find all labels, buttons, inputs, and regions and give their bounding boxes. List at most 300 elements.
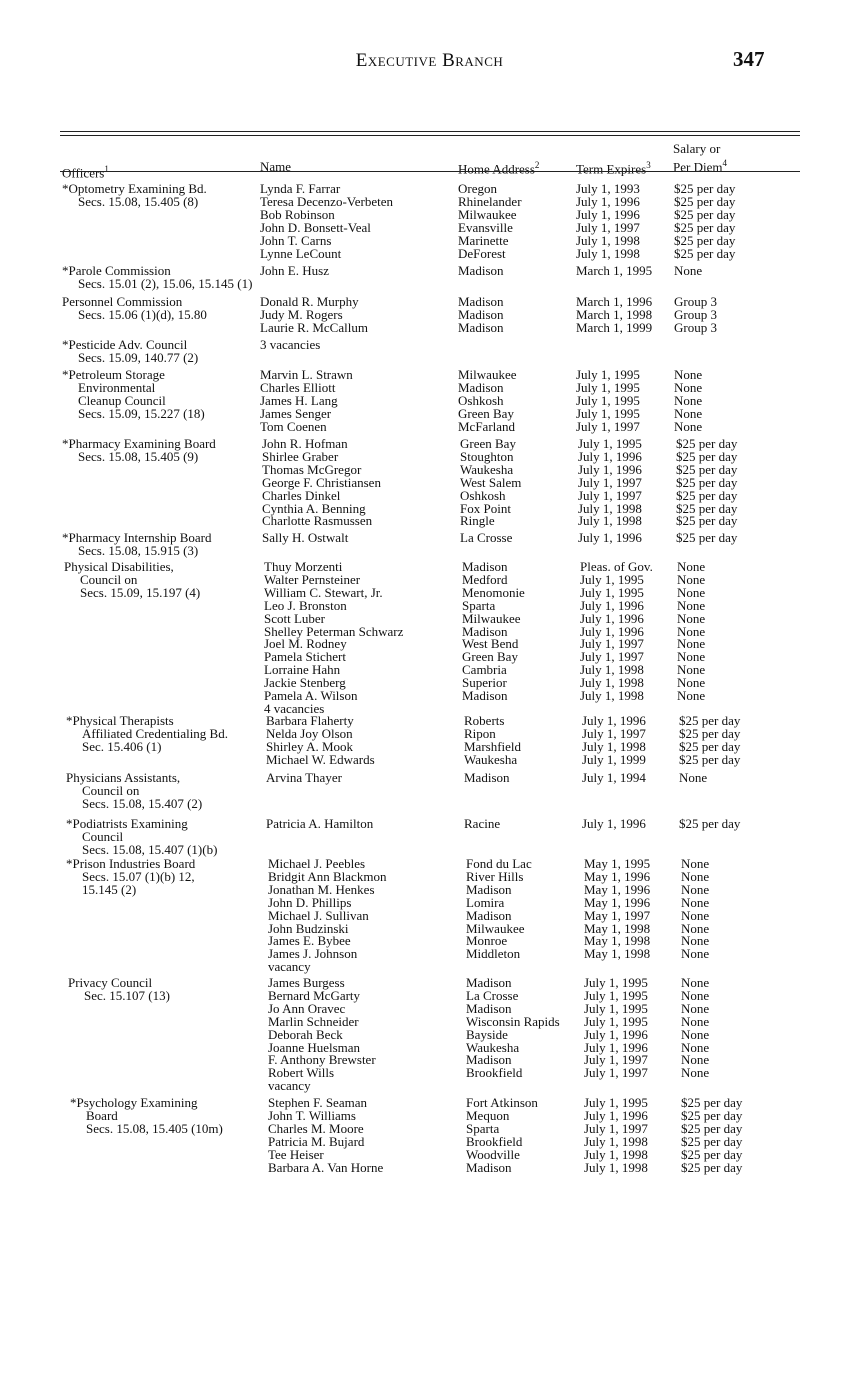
top-rule bbox=[60, 131, 800, 132]
member-name: Michael W. Edwards bbox=[266, 751, 375, 767]
member-term: July 1, 1998 bbox=[584, 1133, 648, 1149]
col-officers-label: Officers bbox=[62, 165, 105, 181]
member-address: Milwaukee bbox=[458, 206, 517, 222]
col-home-address-label: Home Address bbox=[458, 161, 535, 177]
member-salary: None bbox=[681, 1000, 710, 1016]
officer-title: Physical Disabilities, bbox=[64, 559, 174, 574]
member-address: Bayside bbox=[466, 1026, 508, 1042]
member-name: Lorraine Hahn bbox=[264, 662, 341, 678]
member-term: July 1, 1996 bbox=[584, 1039, 648, 1055]
member-name: Charlotte Rasmussen bbox=[262, 513, 373, 529]
officer-title: *Psychology Examining bbox=[70, 1095, 198, 1110]
member-address: Evansville bbox=[458, 219, 513, 235]
officer-title: Personnel Commission bbox=[62, 294, 183, 309]
member-salary: None bbox=[681, 920, 710, 936]
header-rule bbox=[60, 171, 800, 172]
member-term: July 1, 1996 bbox=[584, 1107, 648, 1123]
member-name: Michael J. Peebles bbox=[268, 856, 366, 871]
member-name: John Budzinski bbox=[268, 920, 349, 936]
col-salary-note: 4 bbox=[722, 158, 727, 168]
member-term: July 1, 1995 bbox=[584, 1095, 648, 1110]
member-salary: None bbox=[679, 770, 708, 785]
member-name: Shirley A. Mook bbox=[266, 738, 354, 754]
member-term: May 1, 1998 bbox=[584, 933, 651, 949]
officer-title: Physicians Assistants, bbox=[66, 770, 181, 785]
member-salary: Group 3 bbox=[674, 294, 717, 309]
officer-title: Privacy Council bbox=[68, 975, 153, 990]
member-salary: $25 per day bbox=[679, 816, 741, 831]
member-address: Madison bbox=[466, 975, 512, 990]
member-name: James E. Bybee bbox=[268, 933, 351, 949]
member-name: vacancy bbox=[268, 1078, 311, 1094]
member-salary: None bbox=[681, 987, 710, 1003]
member-term: July 1, 1996 bbox=[580, 623, 644, 639]
member-address: Rhinelander bbox=[458, 193, 522, 209]
member-salary: None bbox=[677, 584, 706, 600]
member-name: Donald R. Murphy bbox=[260, 294, 359, 309]
member-salary: None bbox=[677, 597, 706, 613]
member-address: Green Bay bbox=[462, 649, 518, 665]
officer-title: *Pesticide Adv. Council bbox=[62, 337, 188, 352]
member-name: Michael J. Sullivan bbox=[268, 907, 369, 923]
member-term: July 1, 1995 bbox=[576, 405, 640, 421]
member-salary: $25 per day bbox=[679, 713, 741, 728]
member-term: July 1, 1998 bbox=[584, 1159, 648, 1175]
member-term: July 1, 1993 bbox=[576, 181, 640, 196]
officer-title: *Pharmacy Internship Board bbox=[62, 530, 212, 545]
member-term: July 1, 1996 bbox=[576, 206, 640, 222]
member-term: July 1, 1996 bbox=[582, 816, 646, 831]
member-term: July 1, 1998 bbox=[580, 688, 644, 703]
member-term: July 1, 1998 bbox=[580, 662, 644, 678]
col-salary-label: Per Diem bbox=[673, 159, 723, 175]
member-term: July 1, 1997 bbox=[584, 1065, 648, 1081]
member-name: Tom Coenen bbox=[260, 418, 327, 434]
member-address: Madison bbox=[462, 559, 508, 574]
member-address: Fort Atkinson bbox=[466, 1095, 538, 1110]
member-name: Shelley Peterman Schwarz bbox=[264, 623, 404, 639]
col-officers-note: 1 bbox=[104, 164, 109, 174]
member-salary: $25 per day bbox=[679, 751, 741, 767]
member-name: John D. Phillips bbox=[268, 894, 352, 910]
member-name: Bernard McGarty bbox=[268, 987, 361, 1003]
member-name: Stephen F. Seaman bbox=[268, 1095, 367, 1110]
member-term: Pleas. of Gov. bbox=[580, 559, 653, 574]
member-name: F. Anthony Brewster bbox=[268, 1052, 376, 1068]
officer-detail: 15.145 (2) bbox=[82, 881, 137, 897]
member-name: Charles Elliott bbox=[260, 379, 336, 395]
member-name: Arvina Thayer bbox=[266, 770, 342, 785]
member-salary: None bbox=[677, 559, 706, 574]
member-address: Oshkosh bbox=[460, 487, 506, 503]
col-salary-line1: Salary or bbox=[673, 141, 721, 156]
member-salary: None bbox=[674, 392, 703, 408]
member-term: July 1, 1994 bbox=[582, 770, 646, 785]
member-address: Madison bbox=[464, 770, 510, 785]
officer-detail: Secs. 15.07 (1)(b) 12, bbox=[82, 868, 195, 884]
member-term: July 1, 1997 bbox=[576, 418, 640, 434]
member-term: July 1, 1998 bbox=[576, 232, 640, 248]
member-term: July 1, 1998 bbox=[580, 675, 644, 691]
member-name: Judy M. Rogers bbox=[260, 306, 343, 322]
page-number: 347 bbox=[733, 47, 765, 71]
member-salary: None bbox=[674, 379, 703, 395]
member-address: Racine bbox=[464, 816, 501, 831]
member-term: May 1, 1996 bbox=[584, 894, 651, 910]
member-name: Nelda Joy Olson bbox=[266, 725, 353, 741]
member-address: Milwaukee bbox=[462, 610, 521, 626]
member-term: July 1, 1995 bbox=[584, 1000, 648, 1016]
member-name: Tee Heiser bbox=[268, 1146, 324, 1162]
officer-title: *Petroleum Storage bbox=[62, 367, 165, 382]
officer-title: *Parole Commission bbox=[62, 263, 171, 278]
officer-detail: Board bbox=[86, 1107, 118, 1123]
member-name: Marvin L. Strawn bbox=[260, 367, 353, 382]
member-name: 3 vacancies bbox=[260, 337, 321, 352]
member-term: July 1, 1995 bbox=[578, 436, 642, 451]
member-address: River Hills bbox=[466, 868, 524, 884]
member-term: July 1, 1998 bbox=[578, 513, 642, 529]
member-address: Madison bbox=[462, 623, 508, 639]
member-term: July 1, 1995 bbox=[576, 367, 640, 382]
officer-detail: Secs. 15.08, 15.405 (8) bbox=[78, 193, 199, 209]
member-salary: $25 per day bbox=[676, 461, 738, 477]
officer-detail: Secs. 15.09, 15.227 (18) bbox=[78, 405, 205, 421]
member-salary: $25 per day bbox=[681, 1095, 743, 1110]
member-term: July 1, 1998 bbox=[576, 245, 640, 261]
member-name: Joanne Huelsman bbox=[268, 1039, 361, 1055]
member-address: Woodville bbox=[466, 1146, 520, 1162]
member-salary: $25 per day bbox=[676, 436, 738, 451]
top-rule-second bbox=[60, 135, 800, 136]
member-term: July 1, 1997 bbox=[580, 649, 644, 665]
col-salary bbox=[673, 142, 727, 174]
member-term: July 1, 1995 bbox=[584, 1013, 648, 1029]
member-name: John E. Husz bbox=[260, 263, 329, 278]
officer-detail: Council on bbox=[80, 571, 138, 587]
member-address: Monroe bbox=[466, 933, 508, 949]
member-salary: None bbox=[681, 868, 710, 884]
member-salary: $25 per day bbox=[681, 1159, 743, 1175]
member-name: Robert Wills bbox=[268, 1065, 335, 1081]
member-salary: $25 per day bbox=[681, 1146, 743, 1162]
member-name: James J. Johnson bbox=[268, 946, 358, 962]
member-term: July 1, 1996 bbox=[580, 597, 644, 613]
member-name: Bob Robinson bbox=[260, 206, 335, 222]
officer-detail: Secs. 15.09, 15.197 (4) bbox=[80, 584, 201, 600]
member-address: Roberts bbox=[464, 713, 505, 728]
member-salary: $25 per day bbox=[674, 232, 736, 248]
col-home-address-note: 2 bbox=[534, 160, 540, 170]
member-term: July 1, 1997 bbox=[584, 1052, 648, 1068]
member-address: Oregon bbox=[458, 181, 497, 196]
member-salary: $25 per day bbox=[674, 181, 736, 196]
member-name: Barbara Flaherty bbox=[266, 713, 354, 728]
member-address: West Bend bbox=[462, 636, 519, 652]
officer-detail: Cleanup Council bbox=[78, 392, 166, 408]
member-address: Madison bbox=[466, 881, 512, 897]
member-name: Deborah Beck bbox=[268, 1026, 343, 1042]
member-term: July 1, 1997 bbox=[582, 725, 646, 741]
member-term: July 1, 1998 bbox=[584, 1146, 648, 1162]
member-salary: $25 per day bbox=[674, 245, 736, 261]
member-salary: None bbox=[674, 418, 703, 434]
member-name: Jonathan M. Henkes bbox=[268, 881, 375, 897]
member-address: Fox Point bbox=[460, 500, 511, 516]
member-term: March 1, 1995 bbox=[576, 263, 653, 278]
member-term: July 1, 1998 bbox=[582, 738, 646, 754]
member-salary: None bbox=[677, 662, 706, 678]
member-address: Marinette bbox=[458, 232, 509, 248]
member-address: Mequon bbox=[466, 1107, 510, 1123]
member-address: Waukesha bbox=[466, 1039, 520, 1055]
member-term: May 1, 1997 bbox=[584, 907, 651, 923]
member-name: John D. Bonsett-Veal bbox=[260, 219, 371, 235]
col-term-expires-note: 3 bbox=[646, 160, 651, 170]
member-address: Lomira bbox=[466, 894, 505, 910]
member-term: May 1, 1998 bbox=[584, 920, 651, 936]
member-salary: $25 per day bbox=[676, 530, 738, 545]
member-address: Brookfield bbox=[466, 1065, 523, 1081]
member-term: May 1, 1996 bbox=[584, 881, 651, 897]
member-address: McFarland bbox=[458, 418, 516, 434]
member-address: Madison bbox=[466, 1052, 512, 1068]
member-salary: None bbox=[681, 856, 710, 871]
officer-detail: Council bbox=[82, 828, 124, 844]
member-name: Scott Luber bbox=[264, 610, 326, 626]
member-address: Madison bbox=[458, 319, 504, 335]
member-address: La Crosse bbox=[460, 530, 513, 545]
member-name: Barbara A. Van Horne bbox=[268, 1159, 384, 1175]
member-name: Teresa Decenzo-Verbeten bbox=[260, 193, 393, 209]
member-term: July 1, 1996 bbox=[578, 448, 642, 464]
member-address: Madison bbox=[466, 1000, 512, 1016]
member-name: Patricia A. Hamilton bbox=[266, 816, 374, 831]
member-salary: $25 per day bbox=[674, 219, 736, 235]
col-term-expires bbox=[576, 158, 651, 176]
member-salary: $25 per day bbox=[679, 725, 741, 741]
officer-detail: Secs. 15.06 (1)(d), 15.80 bbox=[78, 306, 207, 322]
member-term: May 1, 1996 bbox=[584, 868, 651, 884]
member-address: Medford bbox=[462, 571, 508, 587]
member-address: Green Bay bbox=[458, 405, 514, 421]
member-address: Waukesha bbox=[464, 751, 518, 767]
member-address: Milwaukee bbox=[466, 920, 525, 936]
member-term: July 1, 1996 bbox=[582, 713, 646, 728]
member-address: DeForest bbox=[458, 245, 506, 261]
member-term: July 1, 1997 bbox=[580, 636, 644, 652]
member-name: Charles M. Moore bbox=[268, 1120, 364, 1136]
member-name: George F. Christiansen bbox=[262, 474, 381, 490]
member-name: vacancy bbox=[268, 959, 311, 975]
member-salary: None bbox=[677, 610, 706, 626]
member-address: Oshkosh bbox=[458, 392, 504, 408]
member-salary: $25 per day bbox=[676, 474, 738, 490]
member-term: July 1, 1999 bbox=[582, 751, 646, 767]
member-salary: $25 per day bbox=[676, 513, 738, 529]
member-address: Madison bbox=[458, 306, 504, 322]
officer-detail: Secs. 15.01 (2), 15.06, 15.145 (1) bbox=[78, 275, 253, 291]
member-salary: $25 per day bbox=[676, 487, 738, 503]
member-name: Thomas McGregor bbox=[262, 461, 362, 477]
member-salary: None bbox=[677, 623, 706, 639]
member-name: Sally H. Ostwalt bbox=[262, 530, 349, 545]
member-salary: $25 per day bbox=[674, 206, 736, 222]
officer-detail: Sec. 15.406 (1) bbox=[82, 738, 162, 754]
member-address: Fond du Lac bbox=[466, 856, 532, 871]
member-term: March 1, 1998 bbox=[576, 306, 653, 322]
member-salary: Group 3 bbox=[674, 306, 717, 322]
member-term: July 1, 1997 bbox=[578, 474, 642, 490]
member-name: Leo J. Bronston bbox=[264, 597, 347, 613]
member-salary: None bbox=[681, 1039, 710, 1055]
member-address: Madison bbox=[458, 379, 504, 395]
member-term: July 1, 1995 bbox=[584, 975, 648, 990]
member-address: Ringle bbox=[460, 513, 495, 529]
member-salary: None bbox=[677, 675, 706, 691]
member-name: John T. Williams bbox=[268, 1107, 356, 1123]
member-name: Cynthia A. Benning bbox=[262, 500, 366, 516]
member-term: July 1, 1996 bbox=[578, 461, 642, 477]
member-term: May 1, 1995 bbox=[584, 856, 651, 871]
member-term: July 1, 1995 bbox=[580, 571, 644, 587]
member-salary: $25 per day bbox=[674, 193, 736, 209]
member-salary: None bbox=[674, 367, 703, 382]
officer-detail: Environmental bbox=[78, 379, 156, 395]
member-salary: None bbox=[681, 946, 710, 962]
officer-detail: Sec. 15.107 (13) bbox=[84, 987, 170, 1003]
officer-title: *Optometry Examining Bd. bbox=[62, 181, 207, 196]
member-salary: None bbox=[681, 894, 710, 910]
member-name: Lynda F. Farrar bbox=[260, 181, 341, 196]
member-term: July 1, 1996 bbox=[576, 193, 640, 209]
member-term: July 1, 1996 bbox=[578, 530, 642, 545]
member-name: Patricia M. Bujard bbox=[268, 1133, 365, 1149]
member-name: Joel M. Rodney bbox=[264, 636, 347, 652]
member-name: Walter Pernsteiner bbox=[264, 571, 361, 587]
col-home-address bbox=[458, 158, 539, 176]
member-term: May 1, 1998 bbox=[584, 946, 651, 962]
member-salary: $25 per day bbox=[679, 738, 741, 754]
member-salary: Group 3 bbox=[674, 319, 717, 335]
member-salary: None bbox=[681, 1013, 710, 1029]
member-name: Thuy Morzenti bbox=[264, 559, 343, 574]
member-salary: $25 per day bbox=[681, 1120, 743, 1136]
member-address: Madison bbox=[458, 294, 504, 309]
member-term: July 1, 1996 bbox=[584, 1026, 648, 1042]
member-term: July 1, 1995 bbox=[580, 584, 644, 600]
officer-detail: Secs. 15.08, 15.405 (10m) bbox=[86, 1120, 223, 1136]
member-term: July 1, 1995 bbox=[576, 379, 640, 395]
officer-title: *Podiatrists Examining bbox=[66, 816, 188, 831]
member-salary: None bbox=[677, 636, 706, 652]
member-name: Laurie R. McCallum bbox=[260, 319, 368, 335]
member-address: Madison bbox=[466, 1159, 512, 1175]
member-address: Marshfield bbox=[464, 738, 522, 754]
member-name: James H. Lang bbox=[260, 392, 338, 408]
member-address: Cambria bbox=[462, 662, 507, 678]
member-address: Stoughton bbox=[460, 448, 514, 464]
member-address: Middleton bbox=[466, 946, 521, 962]
member-salary: $25 per day bbox=[681, 1107, 743, 1123]
member-name: James Senger bbox=[260, 405, 332, 421]
member-name: 4 vacancies bbox=[264, 700, 325, 716]
member-term: March 1, 1999 bbox=[576, 319, 653, 335]
officer-detail: Secs. 15.08, 15.407 (2) bbox=[82, 795, 203, 811]
member-term: July 1, 1995 bbox=[576, 392, 640, 408]
member-name: Jo Ann Oravec bbox=[268, 1000, 346, 1016]
member-term: July 1, 1997 bbox=[576, 219, 640, 235]
member-address: Superior bbox=[462, 675, 507, 691]
member-address: Brookfield bbox=[466, 1133, 523, 1149]
officer-title: *Physical Therapists bbox=[66, 713, 174, 728]
col-term-expires-label: Term Expires bbox=[576, 161, 647, 177]
officer-detail: Affiliated Credentialing Bd. bbox=[82, 725, 228, 741]
member-address: Waukesha bbox=[460, 461, 514, 477]
officer-title: *Prison Industries Board bbox=[66, 856, 196, 871]
member-address: Wisconsin Rapids bbox=[466, 1013, 560, 1029]
member-salary: None bbox=[677, 649, 706, 665]
member-name: Shirlee Graber bbox=[262, 448, 339, 464]
member-salary: $25 per day bbox=[681, 1133, 743, 1149]
member-address: Madison bbox=[466, 907, 512, 923]
member-name: William C. Stewart, Jr. bbox=[264, 584, 383, 600]
member-address: Green Bay bbox=[460, 436, 516, 451]
officer-title: *Pharmacy Examining Board bbox=[62, 436, 216, 451]
officer-detail: Secs. 15.09, 140.77 (2) bbox=[78, 349, 199, 365]
member-address: Madison bbox=[458, 263, 504, 278]
member-salary: None bbox=[681, 1052, 710, 1068]
member-salary: None bbox=[681, 975, 710, 990]
col-name-label: Name bbox=[260, 159, 292, 174]
member-address: Ripon bbox=[464, 725, 496, 741]
member-term: July 1, 1996 bbox=[580, 610, 644, 626]
member-salary: None bbox=[677, 571, 706, 587]
member-salary: None bbox=[681, 933, 710, 949]
member-salary: None bbox=[677, 688, 706, 703]
member-name: Charles Dinkel bbox=[262, 487, 341, 503]
member-term: July 1, 1995 bbox=[584, 987, 648, 1003]
member-name: John R. Hofman bbox=[262, 436, 348, 451]
member-address: West Salem bbox=[460, 474, 522, 490]
officer-detail: Secs. 15.08, 15.915 (3) bbox=[78, 542, 199, 558]
member-address: Sparta bbox=[466, 1120, 500, 1136]
section-title: Executive Branch bbox=[355, 50, 504, 71]
member-term: July 1, 1997 bbox=[584, 1120, 648, 1136]
member-salary: None bbox=[681, 907, 710, 923]
member-term: March 1, 1996 bbox=[576, 294, 653, 309]
member-name: Pamela Stichert bbox=[264, 649, 346, 665]
member-salary: $25 per day bbox=[676, 448, 738, 464]
member-salary: None bbox=[674, 263, 703, 278]
member-salary: None bbox=[674, 405, 703, 421]
member-name: Jackie Stenberg bbox=[264, 675, 346, 691]
member-address: La Crosse bbox=[466, 987, 519, 1003]
member-name: Lynne LeCount bbox=[260, 245, 342, 261]
member-term: July 1, 1998 bbox=[578, 500, 642, 516]
member-name: John T. Carns bbox=[260, 232, 332, 248]
member-name: Bridgit Ann Blackmon bbox=[268, 868, 387, 884]
member-address: Menomonie bbox=[462, 584, 525, 600]
member-address: Madison bbox=[462, 688, 508, 703]
member-salary: $25 per day bbox=[676, 500, 738, 516]
member-name: James Burgess bbox=[268, 975, 345, 990]
member-salary: None bbox=[681, 1026, 710, 1042]
member-name: Marlin Schneider bbox=[268, 1013, 359, 1029]
officer-detail: Council on bbox=[82, 782, 140, 798]
member-salary: None bbox=[681, 881, 710, 897]
member-salary: None bbox=[681, 1065, 710, 1081]
